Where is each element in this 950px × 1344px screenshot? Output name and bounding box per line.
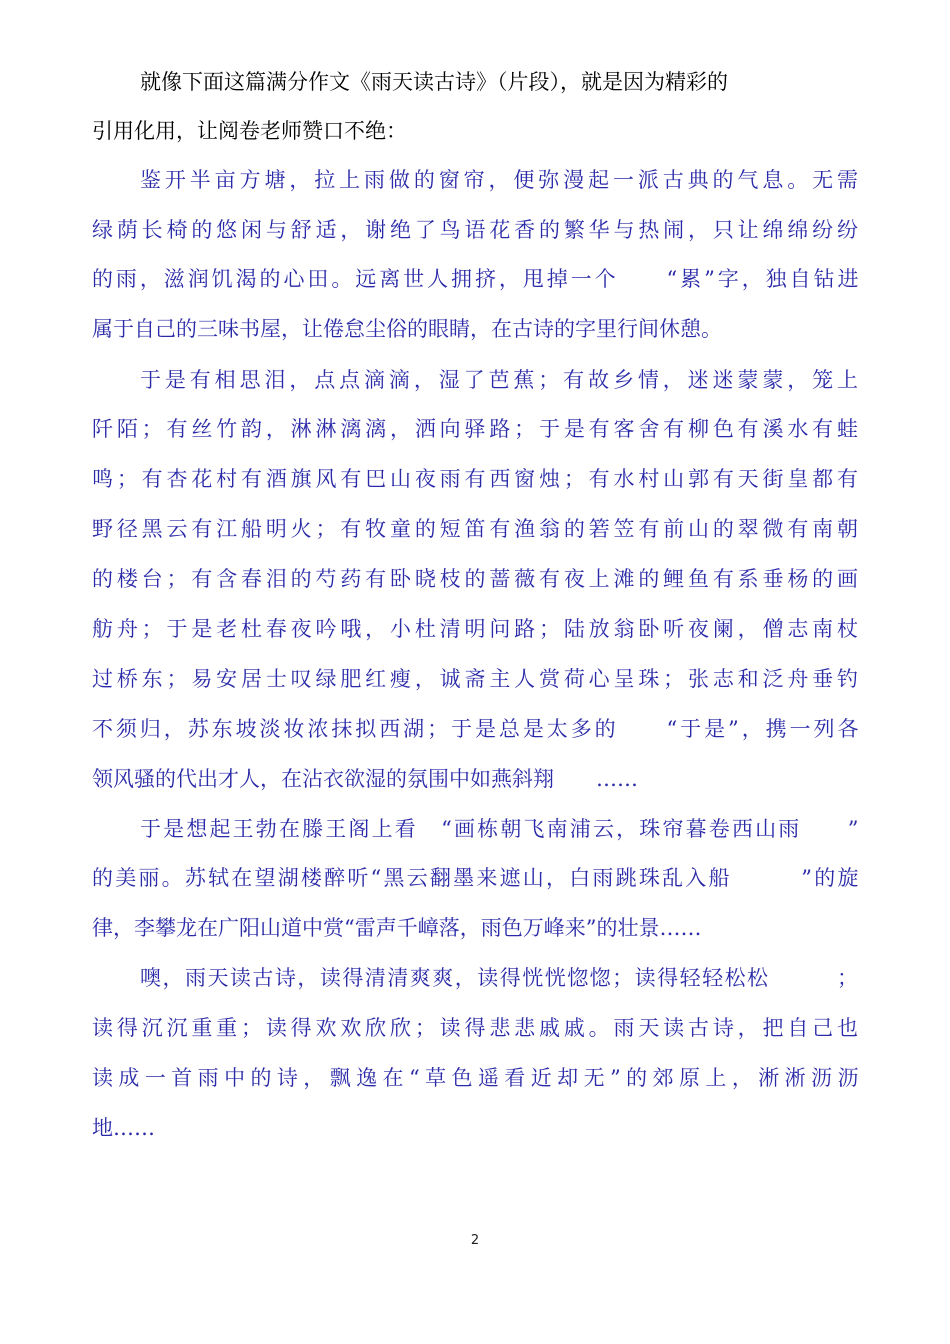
- text-line: 野径黑云有江船明火；有牧童的短笛有渔翁的箬笠有前山的翠微有南朝: [92, 517, 862, 541]
- text-line: 鉴开半亩方塘，拉上雨做的窗帘，便弥漫起一派古典的气息。无需: [140, 168, 862, 192]
- text-line: 地……: [92, 1116, 155, 1140]
- text-line: 律，李攀龙在广阳山道中赏“雷声千嶂落，雨色万峰来”的壮景……: [92, 916, 702, 940]
- text-line: 就像下面这篇满分作文《雨天读古诗》（片段），就是因为精彩的: [140, 70, 728, 94]
- text-line: 引用化用，让阅卷老师赞口不绝：: [92, 119, 407, 143]
- text-line: 于是想起王勃在滕王阁上看 “画栋朝飞南浦云，珠帘暮卷西山雨 ”: [140, 817, 861, 841]
- text-line: 阡陌；有丝竹韵，淋淋漓漓，洒向驿路；于是有客舍有柳色有溪水有蛙: [92, 417, 862, 441]
- text-line: 读成一首雨中的诗，飘逸在“草色遥看近却无”的郊原上，淅淅沥沥: [92, 1066, 864, 1090]
- page-number: 2: [470, 1233, 480, 1248]
- text-line: 属于自己的三味书屋，让倦怠尘俗的眼睛，在古诗的字里行间休憩。: [92, 317, 722, 341]
- text-line: 噢，雨天读古诗，读得清清爽爽，读得恍恍惚惚；读得轻轻松松 ；: [140, 966, 860, 990]
- text-line: 的雨，滋润饥渴的心田。远离世人拥挤，甩掉一个 “累”字，独自钻进: [92, 267, 862, 291]
- text-line: 绿荫长椅的悠闲与舒适，谢绝了鸟语花香的繁华与热闹，只让绵绵纷纷: [92, 218, 862, 242]
- text-line: 不须归，苏东坡淡妆浓抹拟西湖；于是总是太多的 “于是”，携一列各: [92, 717, 862, 741]
- text-line: 于是有相思泪，点点滴滴，湿了芭蕉；有故乡情，迷迷蒙蒙，笼上: [140, 368, 862, 392]
- text-line: 的美丽。苏轼在望湖楼醉听“黑云翻墨来遮山，白雨跳珠乱入船 ”的旋: [92, 866, 861, 890]
- text-line: 舫舟；于是老杜春夜吟哦，小杜清明问路；陆放翁卧听夜阑，僧志南杖: [92, 617, 862, 641]
- text-line: 读得沉沉重重；读得欢欢欣欣；读得悲悲戚戚。雨天读古诗，把自己也: [92, 1016, 862, 1040]
- text-line: 过桥东；易安居士叹绿肥红瘦，诚斋主人赏荷心呈珠；张志和泛舟垂钓: [92, 667, 862, 691]
- text-line: 鸣；有杏花村有酒旗风有巴山夜雨有西窗烛；有水村山郭有天街皇都有: [92, 467, 862, 491]
- text-line: 领风骚的代出才人，在沾衣欲湿的氛围中如燕斜翔 ……: [92, 767, 638, 791]
- text-line: 的楼台；有含春泪的芍药有卧晓枝的蔷薇有夜上滩的鲤鱼有系垂杨的画: [92, 567, 862, 591]
